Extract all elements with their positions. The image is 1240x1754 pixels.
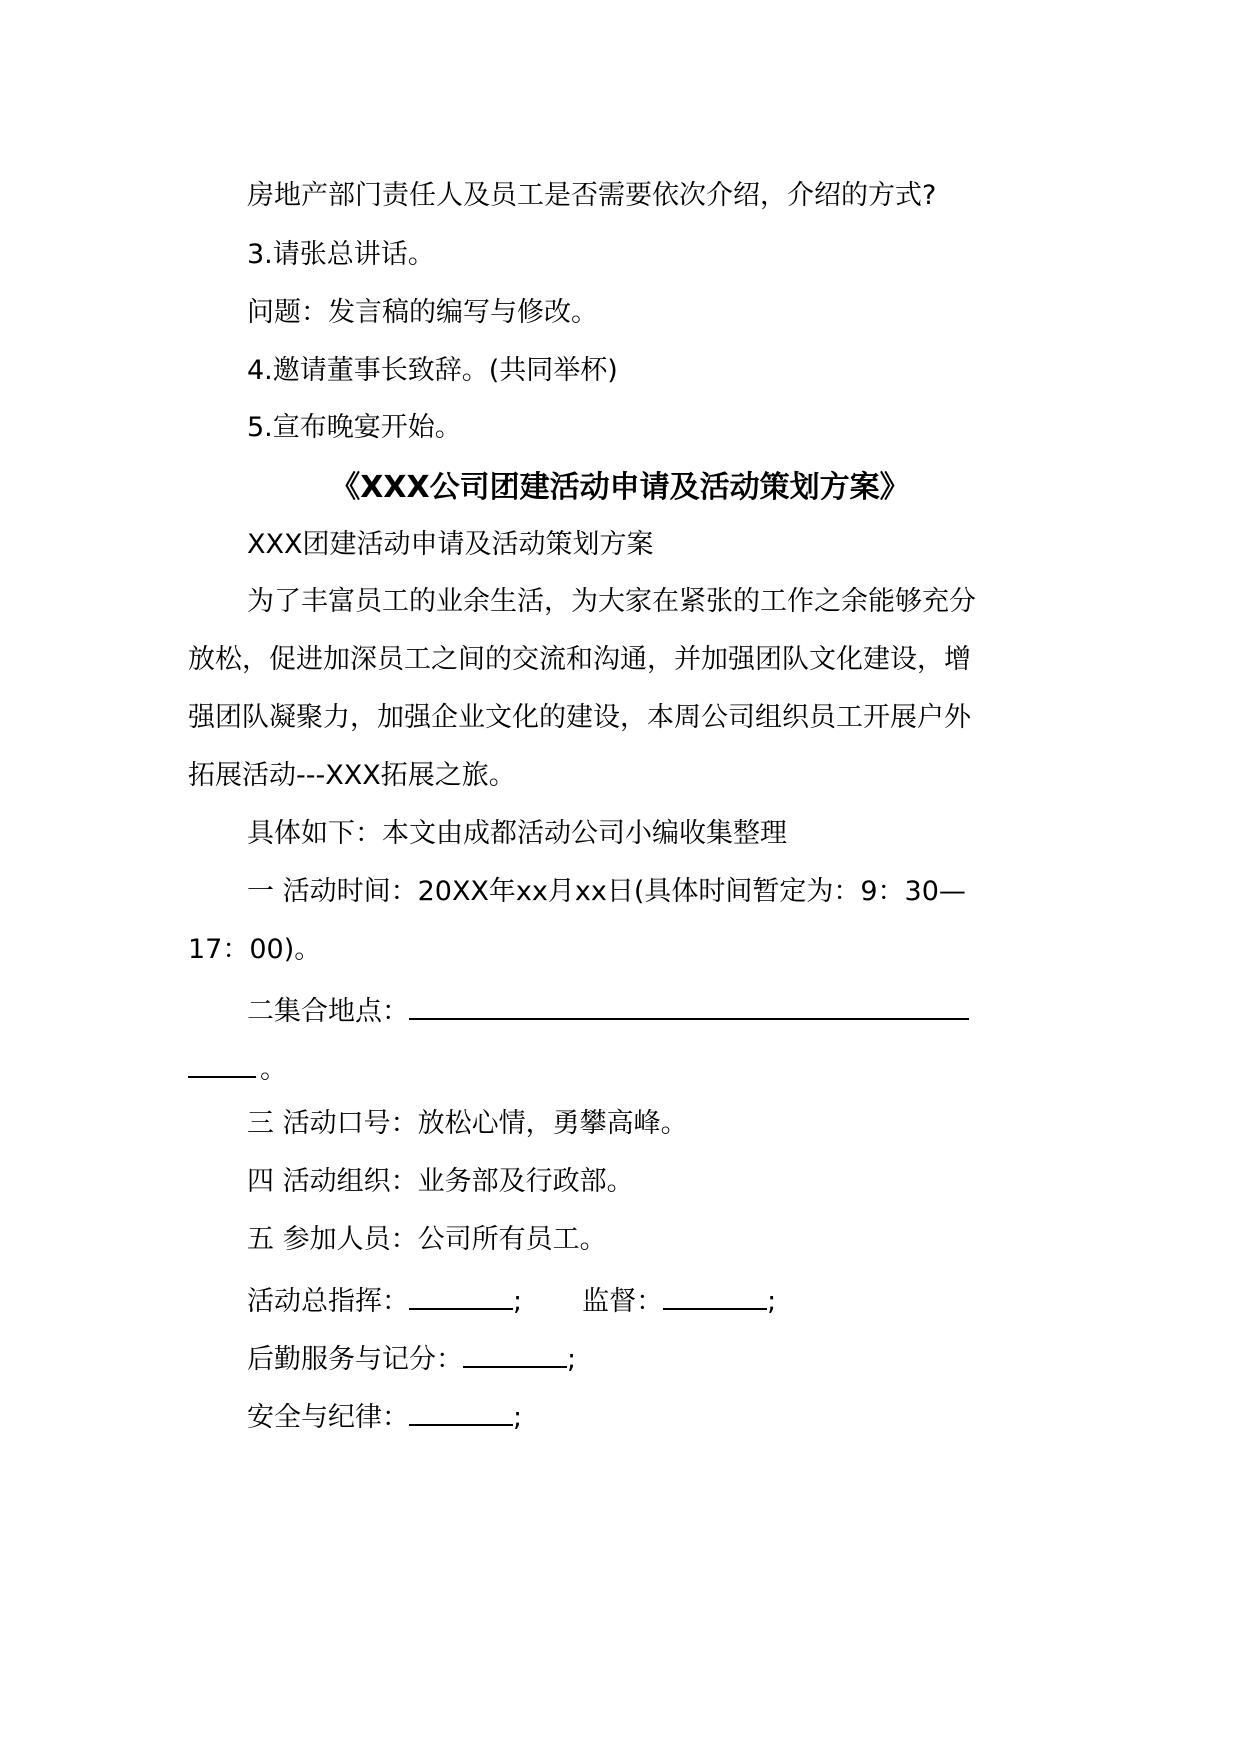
- text-line: 房地产部门责任人及员工是否需要依次介绍，介绍的方式?: [247, 180, 937, 211]
- period-mark: 。: [260, 1054, 287, 1085]
- safety-row: [247, 1394, 522, 1438]
- commander-label: 活动总指挥：: [247, 1286, 409, 1317]
- assembly-location-blank: [409, 988, 969, 1020]
- logistics-row: [247, 1336, 576, 1380]
- semicolon: ;: [567, 1344, 577, 1375]
- subtitle-line: XXX团建活动申请及活动策划方案: [247, 529, 654, 560]
- assembly-location-row-end: [188, 1046, 287, 1090]
- commander-blank: [409, 1278, 513, 1310]
- assembly-location-row: [247, 988, 969, 1032]
- text-line: 4.邀请董事长致辞。(共同举杯): [247, 355, 618, 386]
- paragraph-line: 强团队凝聚力，加强企业文化的建设，本周公司组织员工开展户外: [188, 702, 971, 733]
- text-line: 三 活动口号：放松心情，勇攀高峰。: [247, 1108, 688, 1139]
- supervisor-blank: [663, 1278, 767, 1310]
- text-line: 问题：发言稿的编写与修改。: [247, 297, 598, 328]
- semicolon: ;: [513, 1286, 523, 1317]
- logistics-blank: [463, 1336, 567, 1368]
- assembly-location-label: 二集合地点：: [247, 996, 409, 1027]
- text-line: 四 活动组织：业务部及行政部。: [247, 1166, 634, 1197]
- text-line: 3.请张总讲话。: [247, 239, 435, 270]
- paragraph-line: 放松，促进加深员工之间的交流和沟通，并加强团队文化建设，增: [188, 644, 971, 675]
- semicolon: ;: [513, 1402, 523, 1433]
- assembly-location-blank-end: [188, 1046, 256, 1078]
- text-line: 五 参加人员：公司所有员工。: [247, 1224, 607, 1255]
- logistics-label: 后勤服务与记分：: [247, 1344, 463, 1375]
- text-line: 具体如下：本文由成都活动公司小编收集整理: [247, 818, 787, 849]
- paragraph-line: 为了丰富员工的业余生活，为大家在紧张的工作之余能够充分: [247, 586, 976, 617]
- safety-blank: [409, 1394, 513, 1426]
- safety-label: 安全与纪律：: [247, 1402, 409, 1433]
- paragraph-line: 拓展活动---XXX拓展之旅。: [188, 760, 516, 791]
- text-line: 5.宣布晚宴开始。: [247, 412, 462, 443]
- semicolon: ;: [767, 1286, 777, 1317]
- text-line: 一 活动时间：20XX年xx月xx日(具体时间暂定为：9：30—: [247, 876, 966, 907]
- text-line: 17：00)。: [188, 934, 322, 965]
- commander-supervisor-row: [247, 1278, 776, 1322]
- supervisor-label: 监督：: [582, 1286, 664, 1317]
- document-title: 《XXX公司团建活动申请及活动策划方案》: [330, 470, 910, 505]
